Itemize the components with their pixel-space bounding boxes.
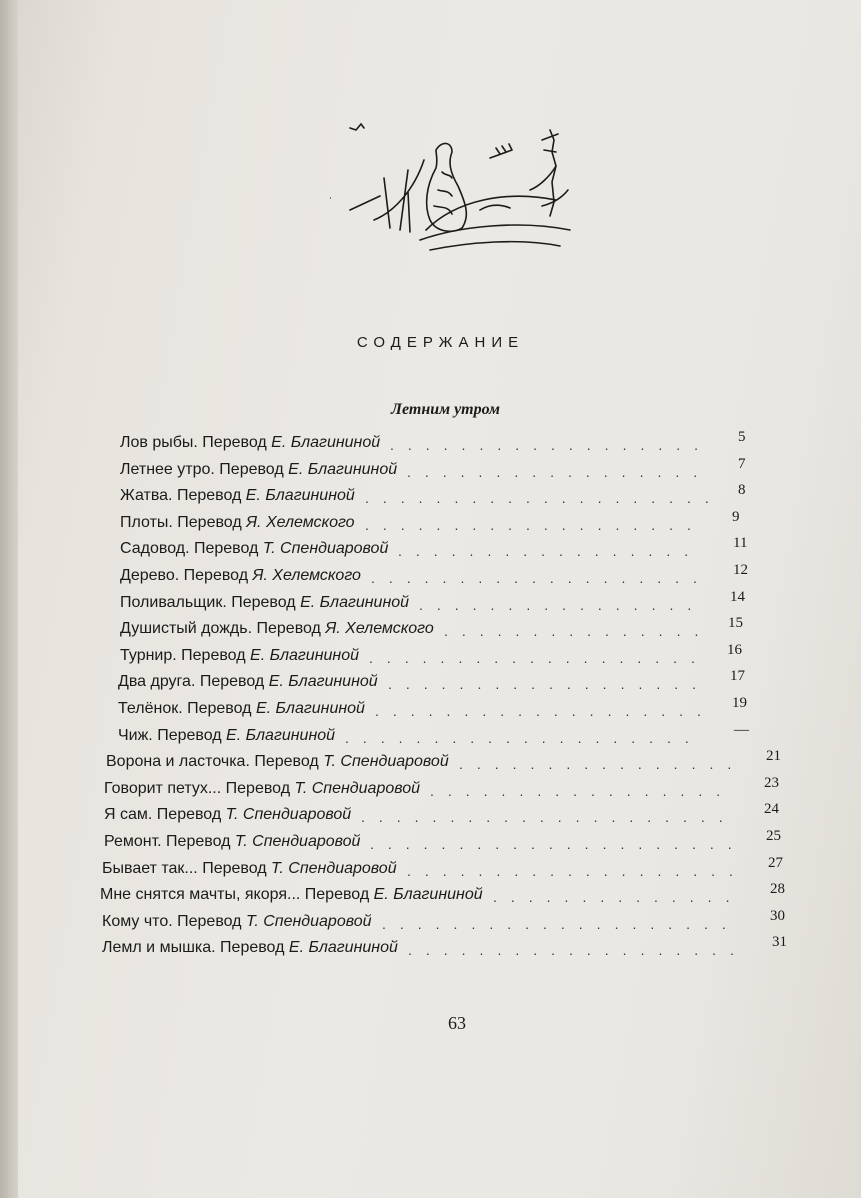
page-number: 63 bbox=[448, 1013, 466, 1033]
entry-text bbox=[118, 723, 335, 749]
table-of-contents bbox=[100, 430, 800, 962]
dot-leader: .................... bbox=[365, 490, 723, 507]
entry-title: Чиж. Перевод bbox=[118, 726, 222, 744]
entry-text bbox=[102, 935, 398, 961]
entry-text bbox=[100, 882, 483, 908]
entry-translator: Е. Благининой bbox=[373, 886, 483, 904]
toc-entry bbox=[100, 457, 800, 484]
toc-entry bbox=[100, 616, 800, 643]
dot-leader: ................... bbox=[371, 569, 711, 586]
entry-page: 28 bbox=[770, 881, 785, 898]
entry-title: Телёнок. Перевод bbox=[118, 699, 252, 717]
entry-page: 17 bbox=[730, 668, 745, 685]
bird-illustration-icon bbox=[330, 110, 580, 270]
toc-entry bbox=[100, 563, 800, 590]
entry-page: 21 bbox=[766, 748, 781, 765]
section-heading: Летним утром bbox=[391, 401, 500, 418]
entry-translator: Е. Благининой bbox=[271, 434, 381, 451]
toc-entry bbox=[100, 776, 800, 803]
entry-translator: Е. Благининой bbox=[288, 939, 398, 957]
entry-text bbox=[120, 457, 397, 483]
entry-title: Дерево. Перевод bbox=[120, 566, 249, 584]
entry-title: Душистый дождь. Перевод bbox=[120, 620, 321, 638]
dot-leader: ................. bbox=[407, 463, 712, 480]
entry-title: Поливальщик. Перевод bbox=[120, 593, 296, 611]
toc-entry bbox=[100, 430, 800, 457]
toc-entry bbox=[100, 802, 800, 829]
dot-leader: ................... bbox=[407, 862, 747, 879]
entry-page: 19 bbox=[732, 694, 747, 711]
dot-leader: .................. bbox=[390, 437, 713, 453]
entry-translator: Я. Хелемского bbox=[325, 620, 434, 638]
dot-leader: ..................... bbox=[370, 835, 746, 852]
entry-translator: Т. Спендиаровой bbox=[234, 832, 361, 850]
entry-title: Мне снятся мачты, якоря... Перевод bbox=[100, 886, 370, 904]
entry-text bbox=[120, 563, 361, 589]
entry-title: Летнее утро. Перевод bbox=[120, 460, 284, 478]
entry-text bbox=[102, 909, 372, 935]
entry-title: Садовод. Перевод bbox=[120, 540, 259, 558]
entry-translator: Е. Благининой bbox=[255, 699, 365, 717]
toc-entry bbox=[100, 723, 800, 750]
toc-entry bbox=[100, 483, 800, 510]
entry-translator: Т. Спендиаровой bbox=[245, 912, 372, 930]
dot-leader: ................. bbox=[398, 543, 703, 560]
entry-page: 23 bbox=[764, 774, 779, 791]
entry-translator: Т. Спендиаровой bbox=[323, 753, 449, 771]
entry-page: 5 bbox=[738, 429, 746, 445]
toc-entry bbox=[100, 856, 800, 883]
toc-entry bbox=[100, 669, 800, 696]
entry-page: 15 bbox=[728, 615, 743, 632]
entry-page: 14 bbox=[730, 588, 745, 605]
entry-page: 12 bbox=[733, 561, 748, 578]
entry-page: 27 bbox=[768, 854, 783, 871]
dot-leader: ................... bbox=[365, 516, 705, 533]
toc-entry bbox=[100, 510, 800, 537]
entry-translator: Е. Благининой bbox=[245, 487, 355, 505]
entry-page: 31 bbox=[772, 934, 787, 951]
entry-title: Два друга. Перевод bbox=[118, 673, 265, 691]
entry-text bbox=[120, 536, 388, 562]
entry-page: 30 bbox=[770, 907, 785, 924]
entry-translator: Е. Благининой bbox=[288, 460, 398, 478]
entry-title: Говорит петух... Перевод bbox=[104, 779, 291, 797]
dot-leader: .................. bbox=[388, 676, 711, 693]
entry-translator: Т. Спендиаровой bbox=[225, 806, 352, 824]
entry-translator: Я. Хелемского bbox=[252, 566, 361, 584]
entry-translator: Т. Спендиаровой bbox=[262, 540, 389, 558]
entry-text bbox=[120, 616, 434, 642]
entry-translator: Е. Благининой bbox=[300, 593, 410, 611]
entry-text bbox=[120, 430, 380, 456]
entry-translator: Т. Спендиаровой bbox=[271, 859, 397, 877]
entry-page: 16 bbox=[727, 641, 742, 658]
dot-leader: ................. bbox=[430, 782, 735, 799]
entry-title: Ворона и ласточка. Перевод bbox=[106, 753, 319, 771]
entry-text bbox=[106, 749, 449, 775]
toc-entry bbox=[100, 643, 800, 670]
entry-page: 11 bbox=[733, 535, 748, 552]
toc-entry bbox=[100, 590, 800, 617]
entry-text bbox=[120, 510, 355, 536]
entry-title: Лов рыбы. Перевод bbox=[120, 434, 267, 451]
entry-translator: Я. Хелемского bbox=[246, 513, 355, 531]
dot-leader: ................... bbox=[369, 649, 709, 666]
entry-title: Плоты. Перевод bbox=[120, 513, 242, 531]
entry-translator: Е. Благининой bbox=[250, 646, 360, 664]
toc-entry bbox=[100, 749, 800, 776]
toc-entry bbox=[100, 696, 800, 723]
dot-leader: ................ bbox=[459, 756, 746, 773]
dot-leader: ................... bbox=[408, 942, 748, 959]
dot-leader: .................... bbox=[345, 729, 703, 746]
dot-leader: ................ bbox=[419, 596, 706, 613]
toc-entry bbox=[100, 536, 800, 563]
entry-translator: Е. Благининой bbox=[268, 673, 378, 691]
entry-text bbox=[104, 776, 420, 802]
entry-text bbox=[118, 669, 378, 695]
entry-text bbox=[102, 856, 397, 882]
dot-leader: .................... bbox=[382, 915, 740, 932]
entry-page: 8 bbox=[738, 482, 746, 499]
dot-leader: ............... bbox=[444, 623, 713, 640]
entry-page: 7 bbox=[738, 455, 746, 472]
toc-entry bbox=[100, 829, 800, 856]
page-edge bbox=[0, 0, 18, 1198]
entry-page: 24 bbox=[764, 801, 779, 818]
entry-title: Я сам. Перевод bbox=[104, 806, 222, 824]
dot-leader: .............. bbox=[493, 889, 744, 906]
entry-page: 25 bbox=[766, 827, 781, 844]
entry-page: 9 bbox=[732, 508, 740, 525]
entry-text bbox=[120, 483, 355, 509]
toc-entry bbox=[100, 909, 800, 936]
dot-leader: ................... bbox=[375, 702, 715, 719]
entry-translator: Т. Спендиаровой bbox=[294, 779, 421, 797]
entry-title: Жатва. Перевод bbox=[120, 487, 242, 505]
entry-title: Кому что. Перевод bbox=[102, 912, 242, 930]
entry-text bbox=[118, 696, 365, 722]
entry-title: Турнир. Перевод bbox=[120, 646, 246, 664]
entry-title: Бывает так... Перевод bbox=[102, 859, 267, 877]
entry-page: — bbox=[734, 721, 749, 738]
entry-title: Ремонт. Перевод bbox=[104, 832, 231, 850]
dot-leader: ..................... bbox=[361, 809, 737, 826]
toc-entry bbox=[100, 882, 800, 909]
contents-heading: СОДЕРЖАНИЕ bbox=[356, 334, 525, 351]
entry-text bbox=[104, 829, 360, 855]
entry-text bbox=[120, 643, 359, 669]
entry-translator: Е. Благининой bbox=[226, 726, 336, 744]
toc-entry bbox=[100, 935, 800, 962]
entry-text bbox=[104, 802, 351, 828]
entry-text bbox=[120, 590, 409, 616]
entry-title: Лемл и мышка. Перевод bbox=[102, 939, 285, 957]
